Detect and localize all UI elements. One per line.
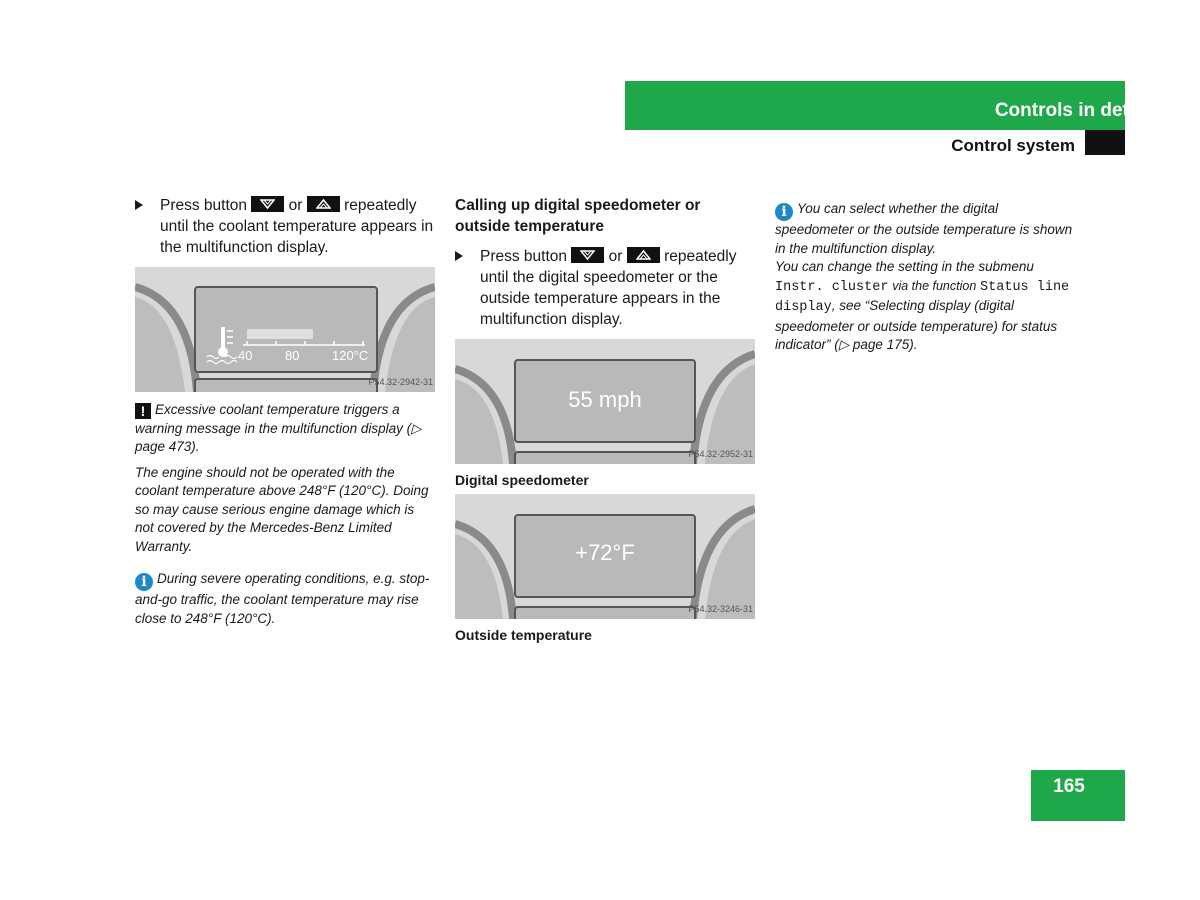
warning-detail: The engine should not be operated with the coolant temperature above 248°F (120°C). Doing so may cause serious engine damage which is not covered by the Mercedes-Benz Limited Warranty. — [135, 464, 429, 554]
page-number: 165 — [1053, 776, 1085, 797]
step-text: repeatedly until the coolant temperature appears in the multifunction display. — [160, 197, 434, 256]
info-note-text: , see “Selecting display (digital speedometer or outside temperature) for status indicator” (▷ page 175). — [775, 298, 1058, 352]
step-text: repeatedly until the digital speedometer or the outside temperature appears in the multifunction display. — [480, 248, 737, 328]
section-title: Controls in detail — [994, 100, 1150, 121]
scale-label: 40 — [238, 348, 253, 363]
instruction-step — [135, 195, 435, 258]
outside-temperature-figure — [455, 494, 755, 619]
info-note-text: via the function — [892, 278, 977, 293]
step-text: or — [608, 248, 623, 265]
subsection-title: Control system — [951, 136, 1075, 155]
info-note — [775, 200, 1075, 258]
temperature-readout: +72°F — [575, 540, 635, 565]
instruction-step — [455, 246, 755, 330]
step-text: Press button — [480, 248, 568, 265]
figure-code: P54.32-2952-31 — [688, 449, 753, 459]
chevron-down-button-icon — [571, 247, 604, 263]
speed-readout: 55 mph — [568, 387, 642, 412]
info-note-text: You can select whether the digital speedometer or the outside temperature is shown in the multifunction display. — [775, 201, 1073, 256]
header-marker — [1085, 130, 1125, 155]
scale-label: 120°C — [332, 348, 369, 363]
info-note — [135, 570, 435, 628]
bullet-arrow-icon — [135, 200, 143, 210]
figure-caption: Digital speedometer — [455, 472, 589, 488]
info-icon: i — [135, 573, 153, 591]
column-1 — [135, 195, 435, 258]
bullet-arrow-icon — [455, 251, 463, 261]
warning-message: Excessive coolant temperature triggers a warning message in the multifunction display (▷ page 473). — [135, 402, 422, 454]
warning-text — [135, 401, 435, 457]
chevron-down-button-icon — [251, 196, 284, 212]
column-2 — [455, 195, 755, 330]
figure-code: P54.32-2942-31 — [368, 377, 433, 387]
figure-code: P54.32-3246-31 — [688, 604, 753, 614]
info-note-continued — [775, 258, 1075, 355]
warning-icon: ! — [135, 403, 151, 419]
column-3 — [775, 200, 1075, 355]
chevron-up-button-icon — [307, 196, 340, 212]
info-icon: i — [775, 203, 793, 221]
scale-label: 80 — [285, 348, 300, 363]
function-name: Status line display — [775, 279, 1070, 315]
step-text: or — [288, 197, 303, 214]
warning-block — [135, 401, 435, 628]
section-heading: Calling up digital speedometer or outside temperature — [455, 197, 701, 235]
chevron-up-button-icon — [627, 247, 660, 263]
menu-name: Instr. cluster — [775, 279, 889, 295]
info-note-text: You can change the setting in the submenu — [775, 259, 1034, 274]
coolant-display-figure — [135, 267, 435, 392]
figure-caption: Outside temperature — [455, 627, 592, 643]
info-note-text: During severe operating conditions, e.g. stop-and-go traffic, the coolant temperature may rise close to 248°F (120°C). — [135, 571, 430, 626]
step-text: Press button — [160, 197, 248, 214]
speedometer-display-figure — [455, 339, 755, 464]
